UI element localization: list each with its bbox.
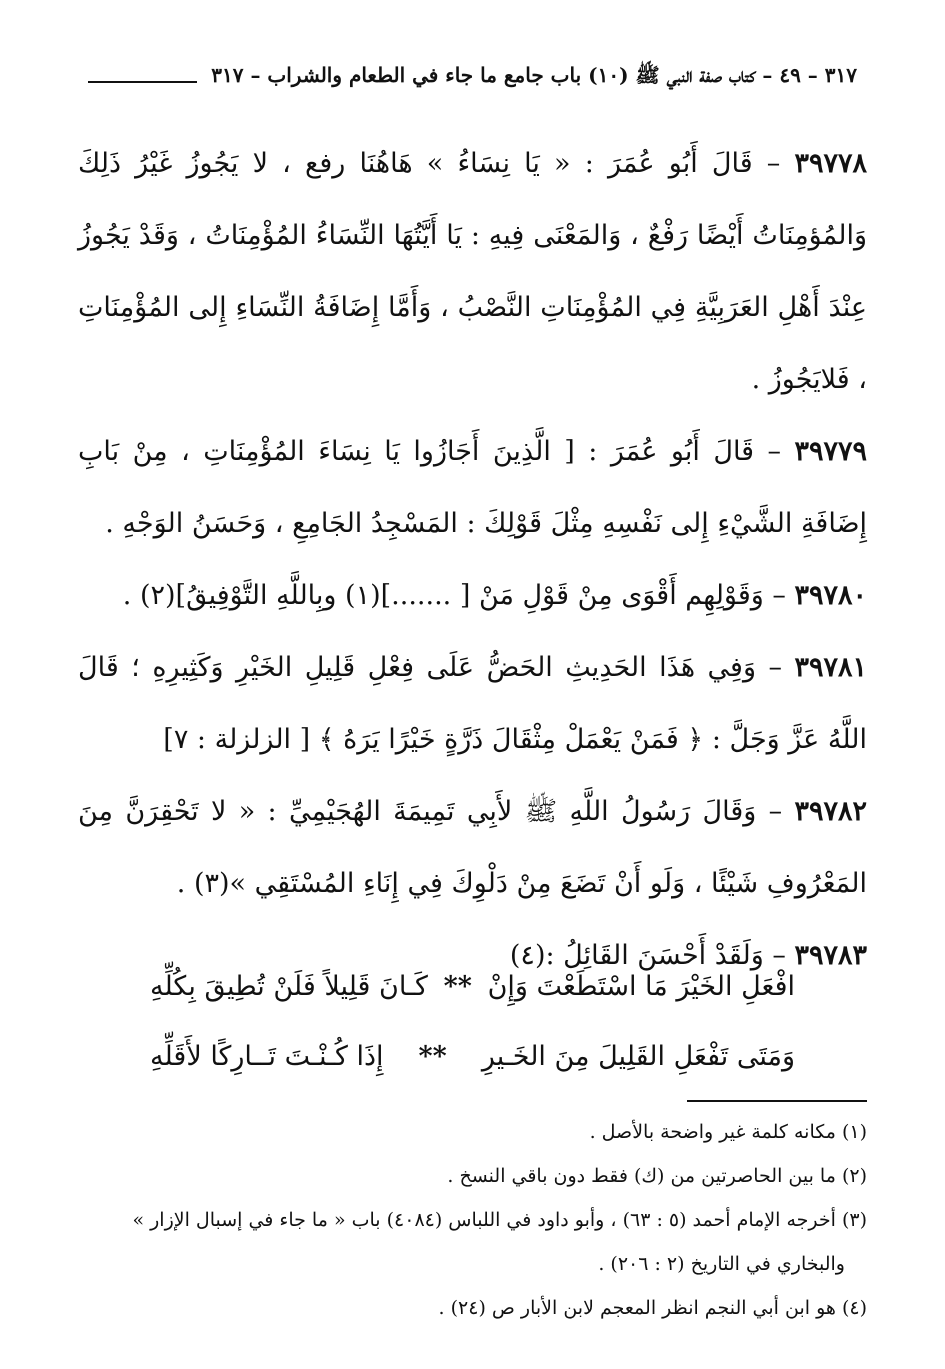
verse-first-hemistich: افْعَلِ الخَيْرَ مَا اسْتَطَعْتَ وَإِنْ [487,971,795,1002]
footnote-1: (١) مكانه كلمة غير واضحة بالأصل . [589,1121,867,1143]
footnote-3: (٣) أخرجه الإمام أحمد (٥ : ٦٣) ، وأبو داود في اللباس (٤٠٨٤) باب « ما جاء في إسبال الإزار » [132,1209,867,1231]
paragraph-text: – وَلَقَدْ أَحْسَنَ القَائِلُ :(٤) [509,940,795,971]
paragraph-number: ٣٩٧٨٢ [794,796,867,827]
header-rule [88,81,197,83]
paragraph-text: – قَالَ أَبُو عُمَرَ : « يَا نِسَاءُ » هَاهُنَا رفع ، لا يَجُوزُ غَيْرُ ذَلِكَ وَالمُؤمِنَاتُ أَيْضًا رَفْعٌ ، وَالمَعْنَى فِيهِ : يَا أَيَّتُهَا النِّسَاءُ المُؤْمِنَاتُ ، وَقَدْ يَجُوزُ عِنْدَ أَهْلِ العَرَبِيَّةِ فِي المُؤْمِنَاتِ النَّصْبُ ، وَأَمَّا إِضَافَةُ النِّسَاءِ إِلى المُؤْمِنَاتِ ، فَلايَجُوزُ . [78,148,867,395]
paragraph-39782 [78,776,867,920]
paragraph-number: ٣٩٧٧٩ [794,436,867,467]
paragraph-39778 [78,128,867,416]
main-text [78,128,867,992]
poem-verse [150,1022,795,1092]
paragraph-text: – وَقَوْلِهِم أَقْوَى مِنْ قَوْلِ مَنْ [ .......](١) وبِاللَّهِ التَّوْفِيقُ](٢) . [122,580,795,611]
paragraph-number: ٣٩٧٨٠ [794,580,867,611]
poem [150,952,795,1092]
paragraph-text: – قَالَ أَبُو عُمَرَ : [ الَّذِينَ أَجَازُوا يَا نِسَاءَ المُؤْمِنَاتِ ، مِنْ بَابِ إِضَافَةِ الشَّيْءِ إِلى نَفْسِهِ مِثْلَ قَوْلِكَ : المَسْجِدُ الجَامِعِ ، وَحَسَنُ الوَجْهِ . [78,436,867,539]
paragraph-text: – وَقَالَ رَسُولُ اللَّهِ ﷺ لأَبِي تَمِيمَةَ الهُجَيْمِيِّ : « لا تَحْقِرَنَّ مِنَ المَعْرُوفِ شَيْئًا ، وَلَو أَنْ تَضَعَ مِنْ دَلْوِكَ فِي إِنَاءِ المُسْتَقِي »(٣) . [78,796,867,899]
paragraph-number: ٣٩٧٨٣ [794,940,867,971]
verse-first-hemistich: وَمَتَى تَفْعَلِ القَلِيلَ مِنَ الخَـيرِ [481,1041,795,1072]
footnote-3-continued: والبخاري في التاريخ (٢ : ٢٠٦) . [598,1253,845,1275]
footnote-4: (٤) هو ابن أبي النجم انظر المعجم لابن الأبار ص (٢٤) . [438,1297,867,1319]
running-header [88,52,857,92]
paragraph-39781 [78,632,867,776]
header-title: ٣١٧ – ٤٩ – كتاب صفة النبي ﷺ (١٠) باب جامع ما جاء في الطعام والشراب – ٣١٧ [211,63,857,87]
verse-second-hemistich: إِذَا كُـنْـتَ تَــارِكًا لأَقَلِّهِ [150,1041,384,1072]
poem-verse [150,952,795,1022]
paragraph-number: ٣٩٧٨١ [794,652,867,683]
verse-separator: ** [418,1041,447,1072]
paragraph-text: – وَفِي هَذَا الحَدِيثِ الحَضُّ عَلَى فِعْلِ قَلِيلِ الخَيْرِ وَكَثِيرِهِ ؛ قَالَ اللَّهُ عَزَّ وَجَلَّ : ﴿ فَمَنْ يَعْمَلْ مِثْقَالَ ذَرَّةٍ خَيْرًا يَرَهُ ﴾ [ الزلزلة : ٧] [78,652,867,755]
verse-second-hemistich: كَـانَ قَلِيلاً فَلَنْ تُطِيقَ بِكُلِّهِ [150,971,428,1002]
paragraph-39779 [78,416,867,560]
paragraph-number: ٣٩٧٧٨ [794,148,867,179]
footnote-rule [687,1100,867,1102]
verse-separator: ** [443,971,472,1002]
footnote-2: (٢) ما بين الحاصرتين من (ك) فقط دون باقي النسخ . [447,1165,867,1187]
paragraph-39780 [78,560,867,632]
footnotes [78,1110,867,1330]
